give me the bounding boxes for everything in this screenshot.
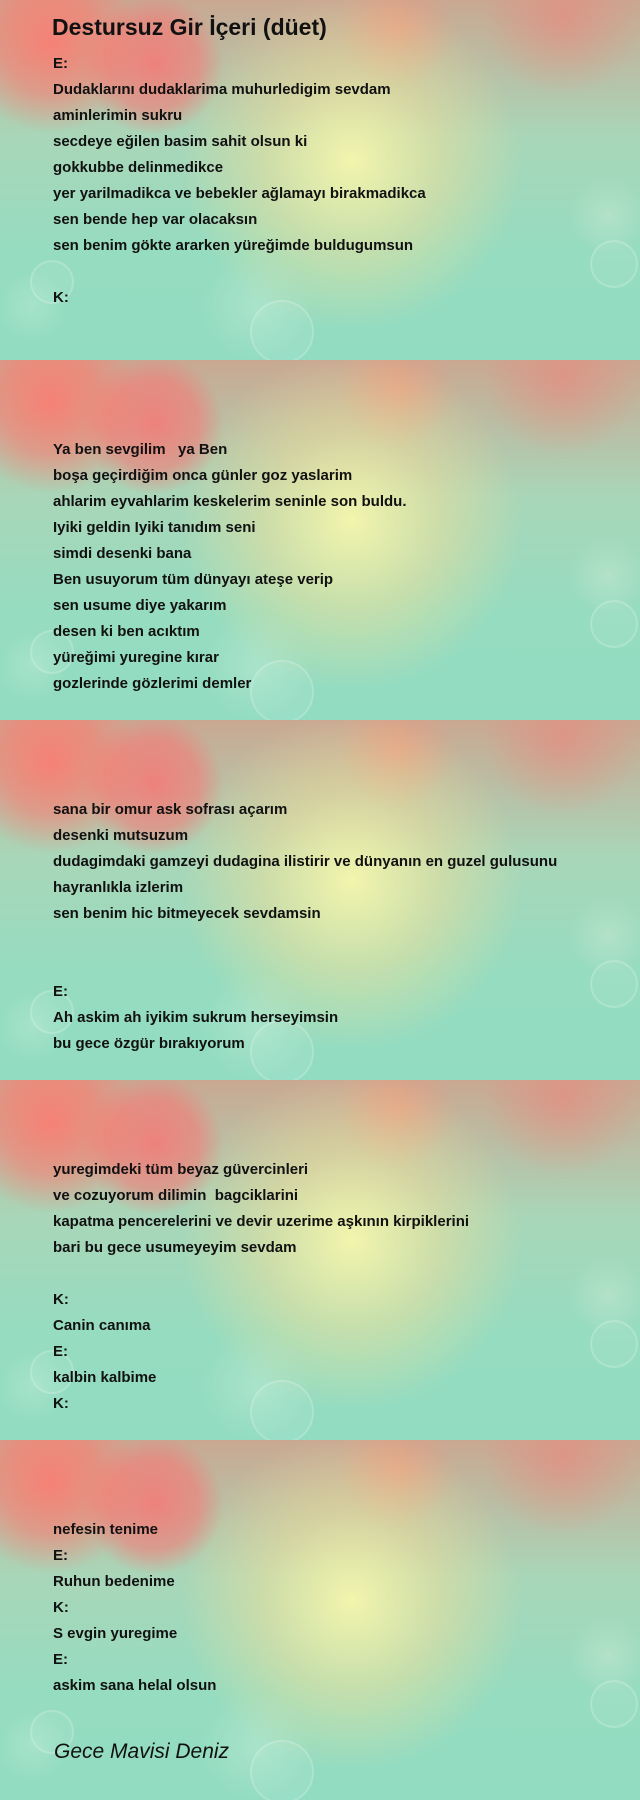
poem-card-2 (0, 360, 640, 720)
poem-line: kalbin kalbime (53, 1369, 157, 1386)
poem-line: E: (53, 1547, 68, 1564)
poem-line: yuregimdeki tüm beyaz güvercinleri (53, 1161, 309, 1178)
bokeh-decoration (590, 1680, 638, 1728)
author-name: Gece Mavisi Deniz (54, 1740, 230, 1763)
poem-line: desen ki ben acıktım (53, 623, 200, 640)
poem-line: yer yarilmadikca ve bebekler ağlamayı birakmadikca (53, 185, 426, 202)
poem-line: Ya ben sevgilim ya Ben (53, 441, 228, 458)
poem-line: sen usume diye yakarım (53, 597, 227, 614)
poem-line (53, 771, 557, 797)
poem-line: yüreğimi yuregine kırar (53, 649, 219, 666)
poem-line: K: (53, 1599, 69, 1616)
poem-line: K: (53, 1395, 69, 1412)
poem-line: Ah askim ah iyikim sukrum herseyimsin (53, 1009, 339, 1026)
poem-line: E: (53, 1651, 68, 1668)
poem-line: aminlerimin sukru (53, 107, 183, 124)
poem-line: hayranlıkla izlerim (53, 879, 184, 896)
poem-card-4 (0, 1080, 640, 1440)
poem-line: sen benim hic bitmeyecek sevdamsin (53, 905, 321, 922)
poem-line (53, 927, 557, 953)
poem-title: Destursuz Gir İçeri (düet) (52, 14, 327, 40)
poem-line: gozlerinde gözlerimi demler (53, 675, 252, 692)
poem-line: simdi desenki bana (53, 545, 192, 562)
poem-line: sen bende hep var olacaksın (53, 211, 258, 228)
poem-line: ve cozuyorum dilimin bagciklarini (53, 1187, 299, 1204)
bokeh-decoration (590, 960, 638, 1008)
poem-line: K: (53, 1291, 69, 1308)
poem-line: Canin canıma (53, 1317, 151, 1334)
poem-line: E: (53, 1343, 68, 1360)
poem-line: Ben usuyorum tüm dünyayı ateşe verip (53, 571, 334, 588)
poem-line: Iyiki geldin Iyiki tanıdım seni (53, 519, 256, 536)
poem-line: ahlarim eyvahlarim keskelerim seninle son buldu. (53, 493, 407, 510)
bokeh-decoration (250, 1740, 314, 1800)
poem-line (53, 411, 406, 437)
poem-line: sen benim gökte ararken yüreğimde buldugumsun (53, 237, 414, 254)
poem-line: E: (53, 983, 68, 1000)
bokeh-decoration (590, 1320, 638, 1368)
poem-card-5 (0, 1440, 640, 1800)
bokeh-decoration (590, 600, 638, 648)
poem-line (53, 1131, 469, 1157)
poem-line: K: (53, 289, 69, 306)
poem-line: Dudaklarını dudaklarima muhurledigim sevdam (53, 81, 391, 98)
poem-line (53, 953, 557, 979)
poem-stanza (53, 771, 557, 1057)
poem-line: boşa geçirdiğim onca günler goz yaslarim (53, 467, 353, 484)
poem-line: sana bir omur ask sofrası açarım (53, 801, 288, 818)
poem-line (53, 1261, 469, 1287)
poem-line: secdeye eğilen basim sahit olsun ki (53, 133, 308, 150)
poem-line (53, 1491, 216, 1517)
poem-line: dudagimdaki gamzeyi dudagina ilistirir ve dünyanın en guzel gulusunu (53, 853, 558, 870)
poem-line: askim sana helal olsun (53, 1677, 217, 1694)
poem-stanza (53, 1491, 216, 1699)
poem-stanza (53, 1131, 469, 1417)
poem-line: gokkubbe delinmedikce (53, 159, 224, 176)
poem-stanza (53, 411, 406, 697)
poem-line: nefesin tenime (53, 1521, 159, 1538)
poem-line: S evgin yuregime (53, 1625, 178, 1642)
poem-line (53, 259, 426, 285)
poem-line: bari bu gece usumeyeyim sevdam (53, 1239, 297, 1256)
poem-line: kapatma pencerelerini ve devir uzerime aşkının kirpiklerini (53, 1213, 470, 1230)
poem-line: E: (53, 55, 68, 72)
bokeh-decoration (590, 240, 638, 288)
poem-line: bu gece özgür bırakıyorum (53, 1035, 245, 1052)
poem-card-3 (0, 720, 640, 1080)
poem-card-1 (0, 0, 640, 360)
poem-line: desenki mutsuzum (53, 827, 189, 844)
poem-line: Ruhun bedenime (53, 1573, 175, 1590)
poem-stanza (53, 51, 426, 311)
